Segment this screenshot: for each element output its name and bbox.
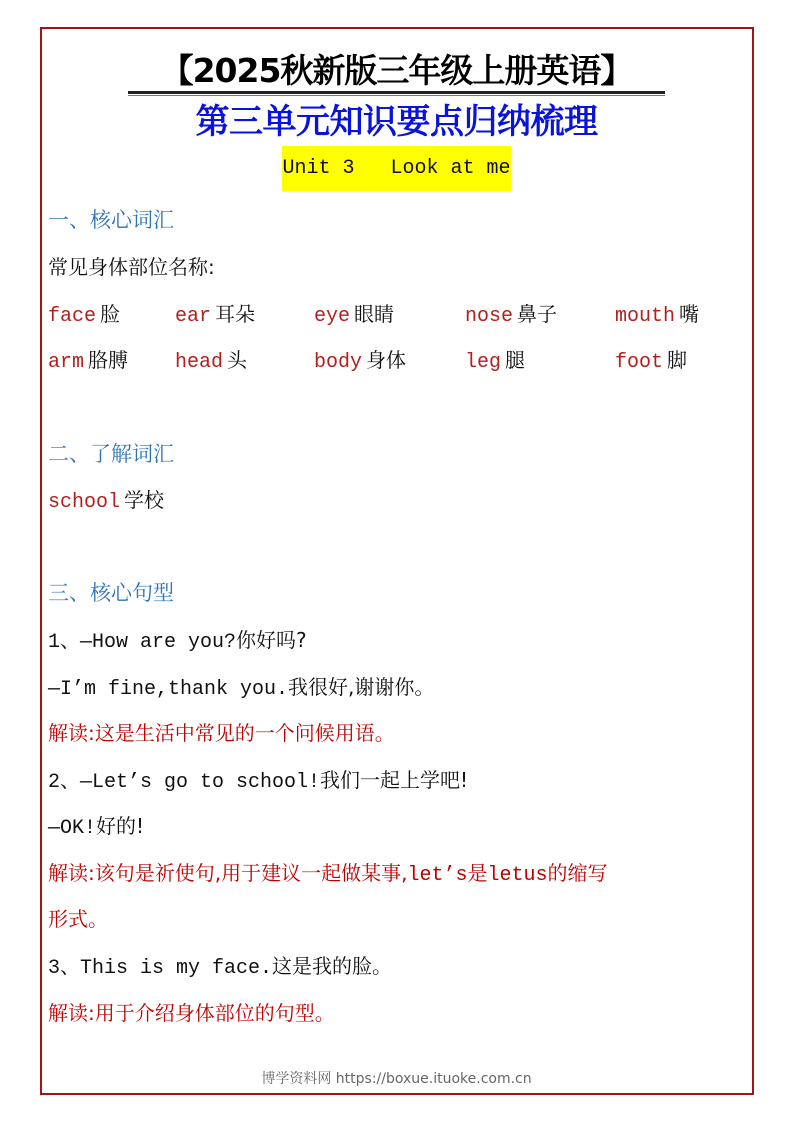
document-title: 【2025秋新版三年级上册英语】 <box>160 51 633 90</box>
document-subtitle: 第三单元知识要点归纳梳理 <box>195 102 598 142</box>
vocab-row-2 <box>48 346 748 374</box>
vocab-item: head 头 <box>175 348 248 374</box>
section-heading-extra-vocab: 二、了解词汇 <box>48 442 174 466</box>
sentence-2-note: 解读:该句是祈使句,用于建议一起做某事,let’s是letus的缩写 <box>48 861 608 887</box>
footer-watermark: 博学资料网 https://boxue.ituoke.com.cn <box>261 1071 532 1087</box>
title-container <box>0 51 793 91</box>
sentence-2-answer: —OK!好的! <box>48 814 145 840</box>
vocab-item: eye 眼睛 <box>314 302 395 328</box>
vocab-item: arm 胳膊 <box>48 348 129 374</box>
vocab-item: mouth 嘴 <box>615 302 700 328</box>
title-underline <box>128 91 665 97</box>
sentence-2-question: 2、—Let’s go to school!我们一起上学吧! <box>48 768 469 794</box>
sentence-2-note-continued: 形式。 <box>48 907 108 931</box>
core-vocab-intro: 常见身体部位名称: <box>48 255 215 279</box>
vocab-item: leg 腿 <box>465 348 526 374</box>
vocab-row-1 <box>48 300 748 328</box>
sentence-3: 3、This is my face.这是我的脸。 <box>48 954 393 980</box>
vocab-item: school 学校 <box>48 488 165 514</box>
extra-vocab-row <box>48 486 748 514</box>
vocab-item: face 脸 <box>48 302 121 328</box>
sentence-1-question: 1、—How are you?你好吗? <box>48 628 307 654</box>
section-heading-core-sentences: 三、核心句型 <box>48 581 174 605</box>
unit-label: Unit 3 Look at me <box>282 146 511 191</box>
vocab-item: foot 脚 <box>615 348 688 374</box>
vocab-item: nose 鼻子 <box>465 302 558 328</box>
vocab-item: ear 耳朵 <box>175 302 256 328</box>
sentence-1-answer: —I’m fine,thank you.我很好,谢谢你。 <box>48 675 435 701</box>
vocab-item: body 身体 <box>314 348 407 374</box>
sentence-1-note: 解读:这是生活中常见的一个问候用语。 <box>48 721 395 745</box>
sentence-3-note: 解读:用于介绍身体部位的句型。 <box>48 1001 335 1025</box>
section-heading-core-vocab: 一、核心词汇 <box>48 208 174 232</box>
